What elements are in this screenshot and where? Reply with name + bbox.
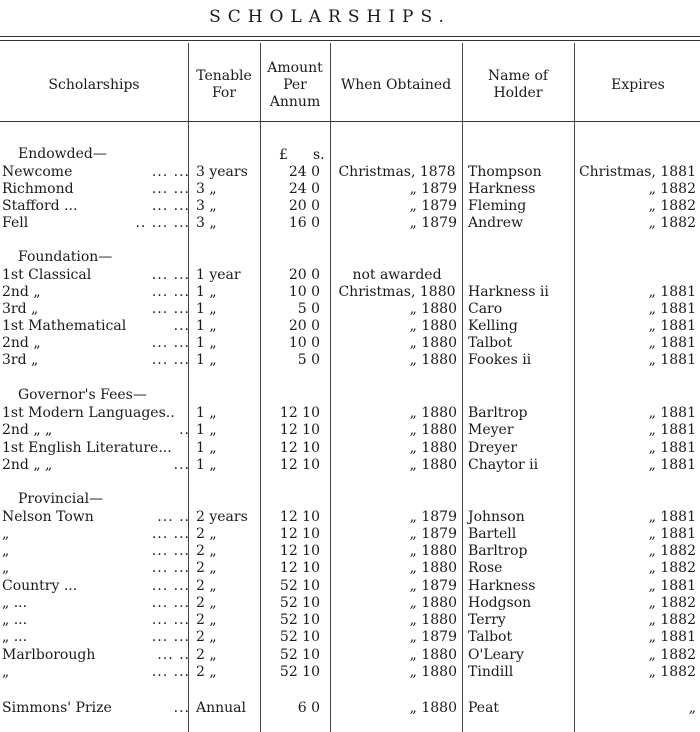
expires: „ 1881 bbox=[648, 457, 696, 473]
holder-name: Bartell bbox=[468, 526, 517, 542]
amount-per-annum: 20 0 bbox=[288, 267, 320, 283]
leader-dots: ... bbox=[173, 457, 190, 473]
amount-per-annum: 12 10 bbox=[279, 405, 320, 421]
when-obtained: not awarded bbox=[352, 267, 442, 283]
tenable-for: 1 year bbox=[196, 267, 241, 283]
scholarship-name: „ bbox=[2, 664, 10, 680]
scholarship-name: 2nd „ „ bbox=[2, 457, 53, 473]
holder-name: Barltrop bbox=[468, 543, 528, 559]
tenable-for: 2 „ bbox=[196, 612, 217, 628]
holder-name: O'Leary bbox=[468, 647, 524, 663]
amount-per-annum: 12 10 bbox=[279, 543, 320, 559]
table-row bbox=[0, 181, 700, 198]
expires: „ 1882 bbox=[648, 612, 696, 628]
when-obtained: „ 1879 bbox=[409, 509, 457, 525]
when-obtained: „ 1880 bbox=[409, 318, 457, 334]
expires: „ 1882 bbox=[648, 560, 696, 576]
expires: „ 1882 bbox=[648, 595, 696, 611]
table-row bbox=[0, 560, 700, 577]
expires: „ 1882 bbox=[648, 664, 696, 680]
expires: „ 1881 bbox=[648, 301, 696, 317]
scholarship-name: Marlborough bbox=[2, 647, 96, 663]
scholarship-name: Newcome bbox=[2, 164, 73, 180]
holder-name: Terry bbox=[468, 612, 506, 628]
amount-per-annum: 12 10 bbox=[279, 560, 320, 576]
leader-dots: ... .. bbox=[157, 509, 190, 525]
scholarship-name: 2nd „ bbox=[2, 284, 41, 300]
section-heading bbox=[0, 249, 700, 266]
tenable-for: 1 „ bbox=[196, 405, 217, 421]
leader-dots: ... ... bbox=[151, 164, 190, 180]
tenable-for: 1 „ bbox=[196, 352, 217, 368]
expires: „ 1882 bbox=[648, 543, 696, 559]
amount-per-annum: 52 10 bbox=[279, 629, 320, 645]
when-obtained: „ 1880 bbox=[409, 457, 457, 473]
tenable-for: 3 „ bbox=[196, 181, 217, 197]
holder-name: Andrew bbox=[468, 215, 524, 231]
when-obtained: „ 1880 bbox=[409, 352, 457, 368]
top-rule bbox=[0, 36, 700, 37]
amount-per-annum: 24 0 bbox=[288, 164, 320, 180]
table-row bbox=[0, 578, 700, 595]
header-expires: Expires bbox=[611, 76, 665, 93]
expires: „ 1881 bbox=[648, 440, 696, 456]
holder-name: Talbot bbox=[468, 629, 513, 645]
expires: „ 1881 bbox=[648, 422, 696, 438]
when-obtained: „ 1880 bbox=[409, 543, 457, 559]
holder-name: Harkness bbox=[468, 578, 536, 594]
holder-name: Peat bbox=[468, 700, 500, 716]
amount-per-annum: 52 10 bbox=[279, 664, 320, 680]
scholarship-name: Stafford ... bbox=[2, 198, 78, 214]
holder-name: Thompson bbox=[468, 164, 542, 180]
table-row bbox=[0, 215, 700, 232]
table-row bbox=[0, 301, 700, 318]
leader-dots: ... ... bbox=[151, 612, 190, 628]
when-obtained: „ 1880 bbox=[409, 647, 457, 663]
when-obtained: „ 1880 bbox=[409, 422, 457, 438]
expires: „ bbox=[688, 700, 696, 716]
scholarship-name: 2nd „ bbox=[2, 335, 41, 351]
tenable-for: 2 „ bbox=[196, 647, 217, 663]
leader-dots: ... ... bbox=[151, 267, 190, 283]
table-row bbox=[0, 267, 700, 284]
amount-per-annum: 12 10 bbox=[279, 422, 320, 438]
expires: „ 1882 bbox=[648, 198, 696, 214]
leader-dots: ... ... bbox=[151, 560, 190, 576]
header-rule bbox=[0, 121, 700, 122]
table-row bbox=[0, 595, 700, 612]
leader-dots: ... ... bbox=[151, 335, 190, 351]
expires: „ 1881 bbox=[648, 284, 696, 300]
expires: „ 1882 bbox=[648, 181, 696, 197]
tenable-for: 2 „ bbox=[196, 629, 217, 645]
table-row bbox=[0, 335, 700, 352]
expires: „ 1881 bbox=[648, 405, 696, 421]
scholarship-name: 1st Mathematical bbox=[2, 318, 127, 334]
when-obtained: „ 1880 bbox=[409, 301, 457, 317]
amount-per-annum: 52 10 bbox=[279, 578, 320, 594]
shilling-label: s. bbox=[313, 147, 325, 163]
scholarship-name: „ ... bbox=[2, 612, 28, 628]
scholarship-name: 1st Classical bbox=[2, 267, 92, 283]
holder-name: Talbot bbox=[468, 335, 513, 351]
leader-dots: .. bbox=[179, 422, 190, 438]
expires: „ 1881 bbox=[648, 509, 696, 525]
holder-name: Barltrop bbox=[468, 405, 528, 421]
header-when: When Obtained bbox=[340, 76, 452, 93]
when-obtained: „ 1880 bbox=[409, 595, 457, 611]
section-heading bbox=[0, 491, 700, 508]
section-label: Endowded— bbox=[18, 146, 107, 162]
leader-dots: ... ... bbox=[151, 543, 190, 559]
leader-dots: ... ... bbox=[151, 352, 190, 368]
tenable-for: Annual bbox=[196, 700, 246, 716]
table-row bbox=[0, 664, 700, 681]
expires: „ 1881 bbox=[648, 526, 696, 542]
tenable-for: 3 „ bbox=[196, 215, 217, 231]
table-row bbox=[0, 509, 700, 526]
tenable-for: 1 „ bbox=[196, 318, 217, 334]
leader-dots: ... ... bbox=[151, 629, 190, 645]
holder-name: Chaytor ii bbox=[468, 457, 539, 473]
pound-label: £ bbox=[279, 147, 288, 163]
scholarship-name: 3rd „ bbox=[2, 352, 39, 368]
tenable-for: 2 „ bbox=[196, 578, 217, 594]
table-row bbox=[0, 198, 700, 215]
when-obtained: „ 1879 bbox=[409, 215, 457, 231]
table-row bbox=[0, 352, 700, 369]
scholarship-name: „ bbox=[2, 526, 10, 542]
expires: „ 1881 bbox=[648, 335, 696, 351]
scholarship-name: Simmons' Prize bbox=[2, 700, 112, 716]
table-row bbox=[0, 647, 700, 664]
scholarship-name: „ bbox=[2, 543, 10, 559]
expires: „ 1881 bbox=[648, 352, 696, 368]
amount-per-annum: 5 0 bbox=[297, 301, 320, 317]
table-row bbox=[0, 543, 700, 560]
amount-per-annum: 5 0 bbox=[297, 352, 320, 368]
section-heading bbox=[0, 146, 700, 163]
holder-name: Caro bbox=[468, 301, 503, 317]
expires: „ 1882 bbox=[648, 647, 696, 663]
when-obtained: Christmas, 1880 bbox=[338, 284, 456, 300]
amount-per-annum: 20 0 bbox=[288, 318, 320, 334]
leader-dots: ... ... bbox=[151, 526, 190, 542]
when-obtained: „ 1880 bbox=[409, 560, 457, 576]
expires: „ 1881 bbox=[648, 578, 696, 594]
leader-dots: .. ... ... bbox=[135, 215, 190, 231]
table-row bbox=[0, 164, 700, 181]
when-obtained: „ 1879 bbox=[409, 578, 457, 594]
amount-per-annum: 20 0 bbox=[288, 198, 320, 214]
tenable-for: 2 „ bbox=[196, 543, 217, 559]
amount-per-annum: 16 0 bbox=[288, 215, 320, 231]
holder-name: Johnson bbox=[468, 509, 525, 525]
leader-dots: ... bbox=[173, 700, 190, 716]
amount-per-annum: 12 10 bbox=[279, 457, 320, 473]
when-obtained: „ 1879 bbox=[409, 198, 457, 214]
tenable-for: 2 „ bbox=[196, 560, 217, 576]
amount-per-annum: 24 0 bbox=[288, 181, 320, 197]
scholarship-name: Fell bbox=[2, 215, 29, 231]
holder-name: Harkness ii bbox=[468, 284, 549, 300]
when-obtained: „ 1879 bbox=[409, 181, 457, 197]
expires: Christmas, 1881 bbox=[578, 164, 696, 180]
leader-dots: ... bbox=[173, 318, 190, 334]
table-row bbox=[0, 440, 700, 457]
header-holder: Name of Holder bbox=[487, 68, 549, 101]
section-label: Foundation— bbox=[18, 249, 113, 265]
tenable-for: 2 years bbox=[196, 509, 248, 525]
table-row bbox=[0, 405, 700, 422]
scholarship-name: „ ... bbox=[2, 629, 28, 645]
tenable-for: 1 „ bbox=[196, 457, 217, 473]
amount-per-annum: 52 10 bbox=[279, 595, 320, 611]
holder-name: Hodgson bbox=[468, 595, 532, 611]
tenable-for: 2 „ bbox=[196, 526, 217, 542]
tenable-for: 3 „ bbox=[196, 198, 217, 214]
amount-per-annum: 10 0 bbox=[288, 284, 320, 300]
when-obtained: „ 1880 bbox=[409, 664, 457, 680]
tenable-for: 2 „ bbox=[196, 664, 217, 680]
table-row bbox=[0, 612, 700, 629]
tenable-for: 2 „ bbox=[196, 595, 217, 611]
holder-name: Harkness bbox=[468, 181, 536, 197]
tenable-for: 1 „ bbox=[196, 284, 217, 300]
scholarship-name: Nelson Town bbox=[2, 509, 94, 525]
leader-dots: ... ... bbox=[151, 301, 190, 317]
amount-per-annum: 6 0 bbox=[297, 700, 320, 716]
amount-per-annum: 52 10 bbox=[279, 612, 320, 628]
leader-dots: ... ... bbox=[151, 664, 190, 680]
tenable-for: 1 „ bbox=[196, 440, 217, 456]
scholarship-name: 1st English Literature... bbox=[2, 440, 172, 456]
section-label: Provincial— bbox=[18, 491, 104, 507]
when-obtained: „ 1880 bbox=[409, 700, 457, 716]
amount-per-annum: 12 10 bbox=[279, 526, 320, 542]
holder-name: Tindill bbox=[468, 664, 514, 680]
scholarship-name: 1st Modern Languages.. bbox=[2, 405, 175, 421]
holder-name: Kelling bbox=[468, 318, 518, 334]
header-amount: Amount Per Annum bbox=[267, 59, 323, 110]
leader-dots: ... ... bbox=[151, 578, 190, 594]
table-row bbox=[0, 526, 700, 543]
leader-dots: ... ... bbox=[151, 595, 190, 611]
scholarship-name: 2nd „ „ bbox=[2, 422, 53, 438]
table-row bbox=[0, 629, 700, 646]
tenable-for: 1 „ bbox=[196, 301, 217, 317]
scholarship-name: Country ... bbox=[2, 578, 78, 594]
leader-dots: ... ... bbox=[151, 284, 190, 300]
amount-per-annum: 12 10 bbox=[279, 509, 320, 525]
scholarship-name: Richmond bbox=[2, 181, 74, 197]
tenable-for: 3 years bbox=[196, 164, 248, 180]
when-obtained: „ 1880 bbox=[409, 440, 457, 456]
expires: „ 1881 bbox=[648, 318, 696, 334]
amount-per-annum: 10 0 bbox=[288, 335, 320, 351]
table-row bbox=[0, 318, 700, 335]
scholarship-name: „ ... bbox=[2, 595, 28, 611]
table-row bbox=[0, 422, 700, 439]
section-heading bbox=[0, 387, 700, 404]
when-obtained: Christmas, 1878 bbox=[338, 164, 456, 180]
holder-name: Fleming bbox=[468, 198, 527, 214]
header-tenable: Tenable For bbox=[196, 68, 252, 101]
when-obtained: „ 1879 bbox=[409, 629, 457, 645]
scholarship-name: 3rd „ bbox=[2, 301, 39, 317]
table-row bbox=[0, 284, 700, 301]
holder-name: Meyer bbox=[468, 422, 514, 438]
leader-dots: ... .. bbox=[157, 647, 190, 663]
tenable-for: 1 „ bbox=[196, 335, 217, 351]
when-obtained: „ 1880 bbox=[409, 405, 457, 421]
table-row bbox=[0, 457, 700, 474]
page-title: SCHOLARSHIPS. bbox=[209, 7, 451, 27]
holder-name: Fookes ii bbox=[468, 352, 532, 368]
expires: „ 1881 bbox=[648, 629, 696, 645]
tenable-for: 1 „ bbox=[196, 422, 217, 438]
when-obtained: „ 1879 bbox=[409, 526, 457, 542]
header-scholarships: Scholarships bbox=[48, 76, 140, 93]
when-obtained: „ 1880 bbox=[409, 612, 457, 628]
leader-dots: ... ... bbox=[151, 181, 190, 197]
top-rule-double bbox=[0, 40, 700, 41]
table-row bbox=[0, 700, 700, 717]
leader-dots: ... ... bbox=[151, 198, 190, 214]
scholarship-name: „ bbox=[2, 560, 10, 576]
expires: „ 1882 bbox=[648, 215, 696, 231]
when-obtained: „ 1880 bbox=[409, 335, 457, 351]
holder-name: Dreyer bbox=[468, 440, 518, 456]
amount-per-annum: 52 10 bbox=[279, 647, 320, 663]
section-label: Governor's Fees— bbox=[18, 387, 147, 403]
holder-name: Rose bbox=[468, 560, 503, 576]
amount-per-annum: 12 10 bbox=[279, 440, 320, 456]
